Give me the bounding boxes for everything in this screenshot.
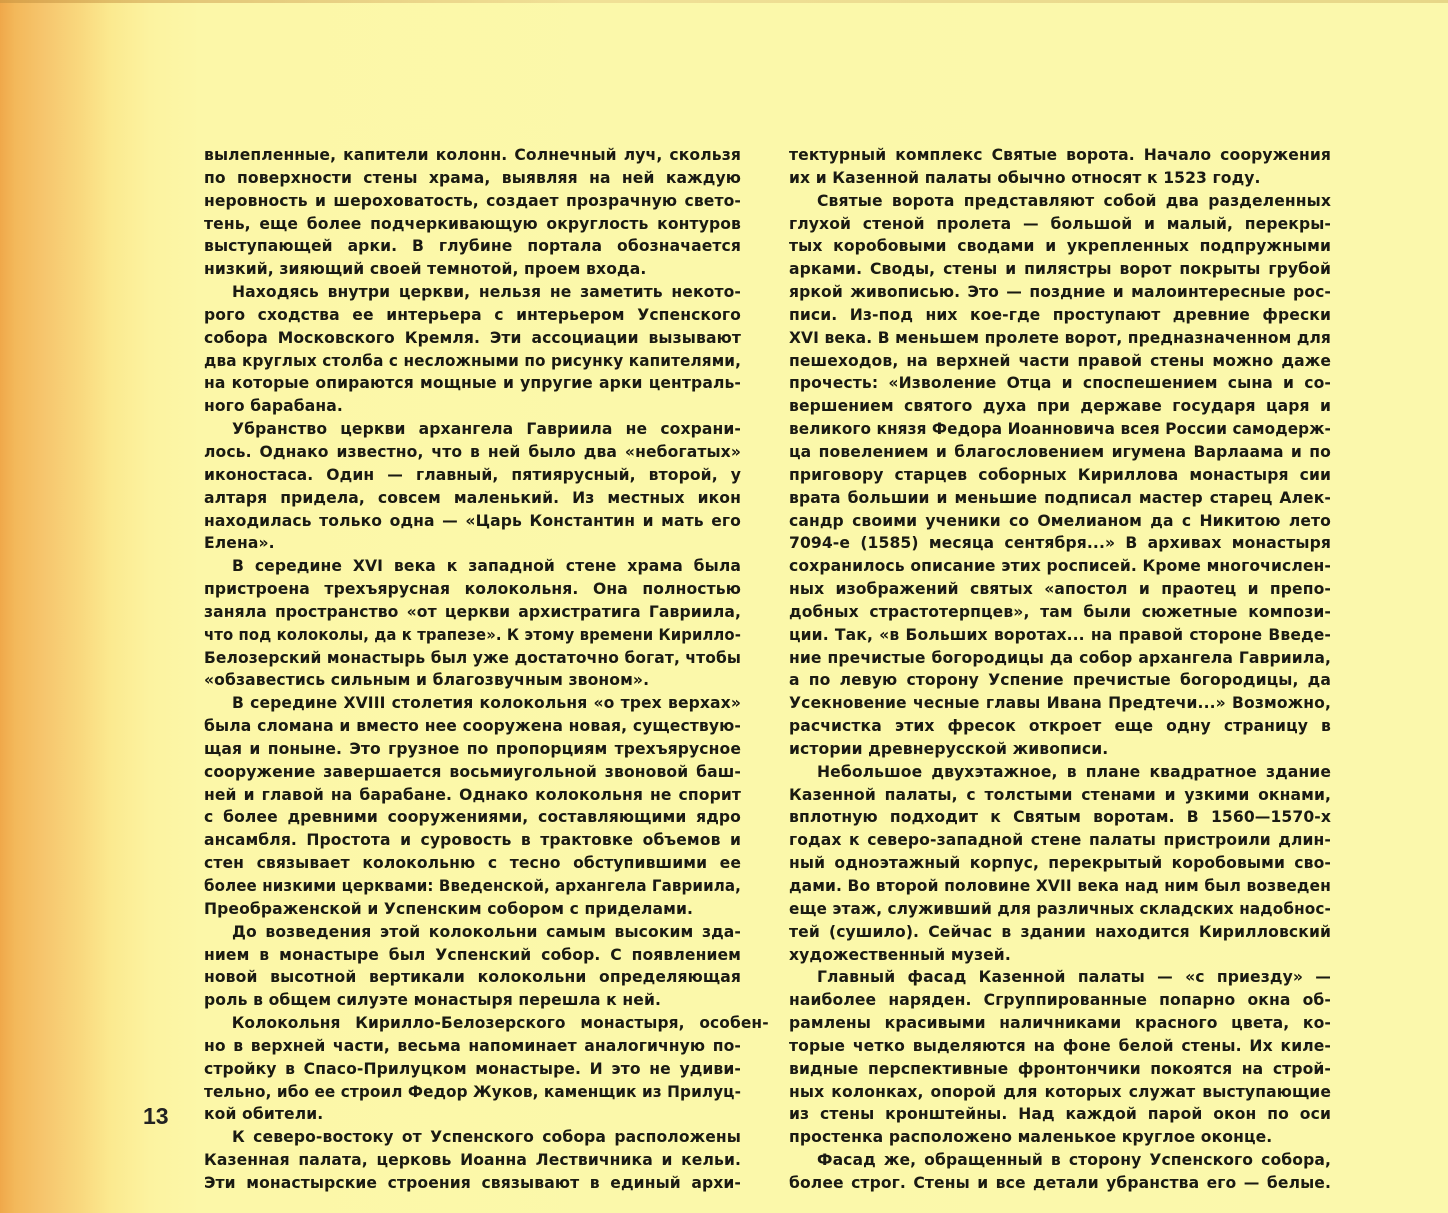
text-line: ней и главой на барабане. Однако колокольня не спорит: [204, 785, 741, 804]
text-line: находилась только одна — «Царь Константин и мать его: [204, 511, 741, 530]
text-line: Казенная палата, церковь Иоанна Лествичника и кельи.: [204, 1151, 741, 1170]
text-line: торые четко выделяются на фоне белой стены. Их киле-: [789, 1036, 1331, 1055]
text-line: была сломана и вместо нее сооружена новая, существую-: [204, 717, 741, 736]
text-line: ца повелением и благословением игумена Варлаама и по: [789, 442, 1331, 461]
text-line: нием в монастыре был Успенский собор. С появлением: [204, 945, 741, 964]
text-line: ных колонках, опорой для которых служат выступающие: [789, 1082, 1331, 1101]
text-line: наиболее наряден. Сгруппированные попарно окна об-: [789, 991, 1331, 1010]
text-line: вершением святого духа при державе государя царя и: [789, 397, 1331, 416]
text-line: что под колоколы, да к трапезе». К этому времени Кирилло-: [204, 625, 741, 644]
text-line: более строг. Стены и все детали убранства его — белые.: [789, 1173, 1331, 1192]
text-line: Казенной палаты, с толстыми стенами и узкими окнами,: [789, 785, 1331, 804]
text-line: сооружение завершается восьмиугольной звоновой баш-: [204, 762, 741, 781]
text-line: Находясь внутри церкви, нельзя не заметить некото-: [232, 283, 741, 302]
paragraph: [789, 144, 1331, 190]
text-line: но в верхней части, весьма напоминает аналогичную по-: [204, 1036, 741, 1055]
text-line: собора Московского Кремля. Эти ассоциации вызывают: [204, 328, 741, 347]
text-line: роль в общем силуэте монастыря перешла к ней.: [204, 991, 661, 1010]
text-line: приговору старцев соборных Кириллова монастыря сии: [789, 465, 1331, 484]
text-line: тельно, ибо ее строил Федор Жуков, каменщик из Прилуц-: [204, 1082, 742, 1101]
text-line: «обзавестись сильным и благозвучным звоном».: [204, 671, 650, 690]
text-line: Небольшое двухэтажное, в плане квадратное здание: [817, 762, 1331, 781]
text-line: выступающей арки. В глубине портала обозначается: [204, 237, 741, 256]
text-line: глухой стеной пролета — большой и малый, перекры-: [789, 214, 1331, 233]
text-line: Убранство церкви архангела Гавриила не сохрани-: [232, 420, 741, 439]
text-line: на которые опираются мощные и упругие арки централь-: [204, 374, 741, 393]
text-line: Преображенской и Успенским собором с приделами.: [204, 899, 694, 918]
text-line: стен связывает колокольню с тесно обступившими ее: [204, 854, 741, 873]
text-line: В середине XVI века к западной стене храма была: [232, 557, 741, 576]
text-line: а по левую сторону Успение пречистые богородицы, да: [789, 671, 1331, 690]
text-line: К северо-востоку от Успенского собора расположены: [232, 1128, 741, 1147]
text-line: Главный фасад Казенной палаты — «с приезду» —: [817, 968, 1331, 987]
text-line: иконостаса. Один — главный, пятиярусный, второй, у: [204, 465, 741, 484]
text-line: с более древними сооружениями, составляющими ядро: [204, 808, 741, 827]
paragraph: [204, 144, 741, 281]
text-line: великого князя Федора Иоанновича всея России самодерж-: [789, 420, 1331, 439]
text-line: их и Казенной палаты обычно относят к 1523 году.: [789, 168, 1261, 187]
text-line: До возведения этой колокольни самым высоким зда-: [232, 922, 741, 941]
text-line: сандр своими ученики со Омелианом да с Никитою лето: [789, 511, 1331, 530]
text-line: стройку в Спасо-Прилуцком монастыре. И это не удиви-: [204, 1059, 741, 1078]
right-text-column: [789, 144, 1331, 1195]
paragraph: [789, 761, 1331, 967]
text-line: писи. Из-под них кое-где проступают древние фрески: [789, 305, 1331, 324]
text-line: по поверхности стены храма, выявляя на ней каждую: [204, 168, 741, 187]
text-line: ции. Так, «в Больших воротах... на правой стороне Введе-: [789, 625, 1331, 644]
text-line: более низкими церквами: Введенской, архангела Гавриила,: [204, 877, 741, 895]
paragraph: [204, 921, 741, 1012]
text-line: добных страстотерпцев», там были сюжетные компози-: [789, 602, 1331, 621]
text-line: расчистка этих фресок откроет еще одну страницу в: [789, 717, 1331, 736]
text-line: пристроена трехъярусная колокольня. Она полностью: [204, 580, 741, 599]
page-number: 13: [143, 1103, 169, 1129]
text-line: неровность и шероховатость, создает прозрачную свето-: [204, 191, 741, 210]
text-line: ный одноэтажный корпус, перекрытый коробовыми сво-: [789, 854, 1331, 873]
text-line: Колокольня Кирилло-Белозерского монастыря, особен-: [231, 1014, 769, 1033]
paragraph: [204, 281, 741, 418]
text-line: два круглых столба с несложными по рисунку капителями,: [204, 351, 742, 370]
text-line: ного барабана.: [204, 397, 343, 416]
text-line: лось. Однако известно, что в ней было два «небогатых»: [204, 442, 741, 461]
text-line: ных изображений святых «апостол и праотец и препо-: [789, 580, 1331, 599]
text-line: 7094-е (1585) месяца сентября...» В архивах монастыря: [789, 534, 1331, 553]
text-line: яркой живописью. Это — поздние и малоинтересные рос-: [789, 283, 1331, 302]
text-line: низкий, зияющий своей темнотой, проем входа.: [204, 260, 647, 279]
text-line: истории древнерусской живописи.: [789, 739, 1109, 758]
text-line: вылепленные, капители колонн. Солнечный луч, скользя: [204, 146, 741, 164]
text-line: арками. Своды, стены и пилястры ворот покрыты грубой: [789, 260, 1331, 279]
text-line: щая и поныне. Это грузное по пропорциям трехъярусное: [204, 739, 741, 758]
paragraph: [204, 418, 741, 555]
text-line: прочесть: «Изволение Отца и споспешением сына и со-: [789, 374, 1331, 393]
text-line: сохранилось описание этих росписей. Кроме многочислен-: [789, 557, 1331, 576]
paragraph: [204, 555, 741, 692]
text-line: из стены кронштейны. Над каждой парой окон по оси: [789, 1105, 1331, 1124]
text-line: тых коробовыми сводами и укрепленных подпружными: [789, 237, 1331, 256]
text-line: рого сходства ее интерьера с интерьером Успенского: [204, 305, 741, 324]
paragraph: [789, 1149, 1331, 1195]
text-line: дами. Во второй половине XVII века над ним был возведен: [789, 877, 1331, 895]
text-line: Святые ворота представляют собой два разделенных: [817, 191, 1331, 210]
paragraph: [204, 1012, 769, 1126]
text-line: вплотную подходит к Святым воротам. В 1560—1570-х: [789, 808, 1331, 827]
text-line: художественный музей.: [789, 945, 1011, 964]
text-line: Усекновение чесные главы Ивана Предтечи...» Возможно,: [789, 694, 1331, 713]
text-line: кой обители.: [204, 1105, 324, 1124]
paragraph: [789, 190, 1331, 761]
text-line: новой высотной вертикали колокольни определяющая: [204, 968, 741, 987]
text-line: врата большии и меньшие подписал мастер старец Алек-: [789, 488, 1331, 507]
text-line: пешеходов, на верхней части правой стены можно даже: [789, 351, 1331, 370]
text-line: XVI века. В меньшем пролете ворот, предназначенном для: [789, 328, 1331, 347]
text-line: ние пречистые богородицы да собор архангела Гавриила,: [789, 648, 1331, 667]
text-line: годах к северо-западной стене палаты пристроили длин-: [789, 831, 1331, 850]
text-line: тень, еще более подчеркивающую округлость контуров: [204, 214, 741, 233]
text-line: Эти монастырские строения связывают в единый архи-: [204, 1173, 741, 1192]
text-line: алтаря придела, совсем маленький. Из местных икон: [204, 488, 741, 507]
paragraph: [789, 966, 1331, 1149]
page-top-edge: [0, 0, 1448, 3]
text-line: Фасад же, обращенный в сторону Успенского собора,: [817, 1151, 1331, 1170]
text-line: В середине XVIII столетия колокольня «о трех верхах»: [232, 694, 741, 713]
text-line: заняла пространство «от церкви архистратига Гавриила,: [204, 602, 741, 621]
text-line: Елена».: [204, 534, 275, 553]
left-text-column: [204, 144, 769, 1195]
paragraph: [204, 1126, 741, 1195]
text-line: простенка расположено маленькое круглое оконце.: [789, 1128, 1273, 1147]
text-line: тектурный комплекс Святые ворота. Начало сооружения: [789, 146, 1331, 164]
text-line: видные перспективные фронтончики покоятся на строй-: [789, 1059, 1331, 1078]
text-line: рамлены красивыми наличниками красного цвета, ко-: [789, 1014, 1331, 1033]
text-line: Белозерский монастырь был уже достаточно богат, чтобы: [204, 648, 742, 667]
text-line: ансамбля. Простота и суровость в трактовке объемов и: [204, 831, 741, 850]
text-line: еще этаж, служивший для различных складских надобнос-: [789, 899, 1331, 918]
text-line: тей (сушило). Сейчас в здании находится Кирилловский: [789, 922, 1331, 941]
paragraph: [204, 692, 741, 920]
